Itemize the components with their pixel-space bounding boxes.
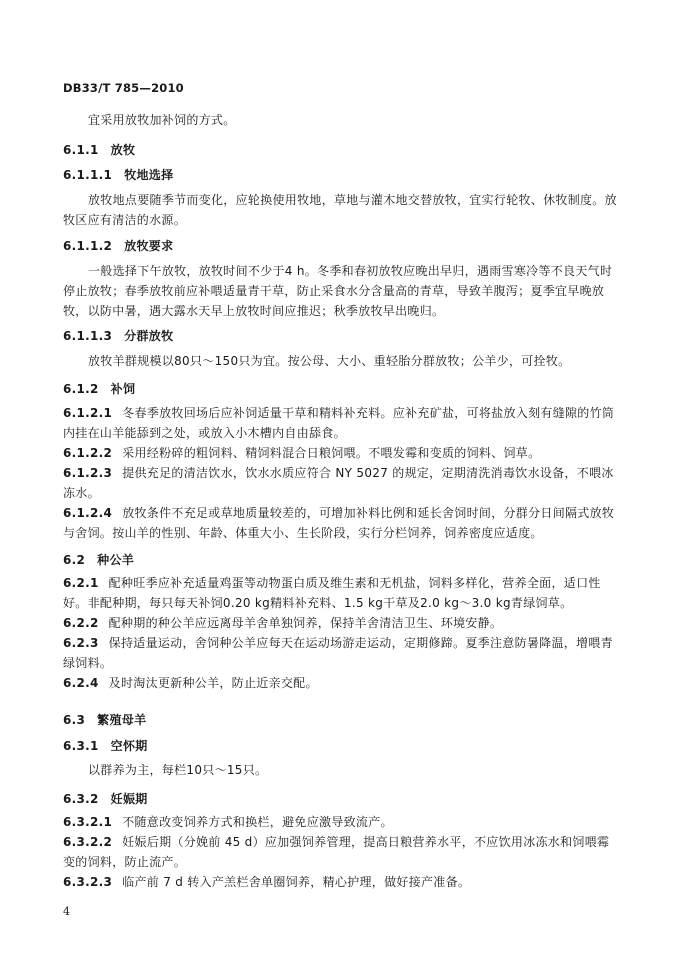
- section-number: 6.3.1: [63, 739, 99, 753]
- section-title: 放牧要求: [124, 239, 174, 253]
- paragraph-6-1-1-1: 放牧地点要随季节而变化，应轮换使用牧地，草地与灌木地交替放牧，宜实行轮牧、休牧制度。放牧区应有清洁的水源。: [63, 193, 617, 227]
- clause-number: 6.3.2.1: [63, 815, 113, 829]
- heading-6-3-1: [63, 737, 148, 754]
- heading-6-3-2: [63, 790, 148, 807]
- intro-paragraph: 宜采用放牧加补饲的方式。: [88, 113, 236, 127]
- section-number: 6.1.1.3: [63, 329, 113, 343]
- clause-number: 6.1.2.1: [63, 406, 113, 420]
- section-number: 6.2: [63, 553, 86, 567]
- section-title: 繁殖母羊: [97, 713, 147, 727]
- clause-text: 保持适量运动，舍饲种公羊应每天在运动场游走运动，定期修蹄。夏季注意防暑降温，增喂青绿饲料。: [63, 636, 613, 670]
- section-number: 6.3.2: [63, 792, 99, 806]
- clause-text: 配种旺季应补充适量鸡蛋等动物蛋白质及维生素和无机盐，饲料多样化，营养全面，适口性好。非配种期，每只每天补饲0.20 kg精料补充料、1.5 kg干草及2.0 kg～3.0 kg青绿饲草。: [63, 576, 601, 610]
- clause-text: 冬春季放牧回场后应补饲适量干草和精料补充料。应补充矿盐，可将盐放入刻有缝隙的竹筒内挂在山羊能舔到之处，或放入小木槽内自由舔食。: [63, 406, 615, 440]
- paragraph-6-3-1: 以群养为主，每栏10只～15只。: [88, 763, 268, 777]
- clause-number: 6.2.2: [63, 616, 99, 630]
- clause-number: 6.1.2.4: [63, 506, 113, 520]
- heading-6-1-1-1: [63, 166, 173, 183]
- clause-6-2-1: [63, 573, 618, 613]
- page-number: 4: [63, 905, 70, 918]
- section-title: 妊娠期: [110, 792, 148, 806]
- clause-number: 6.1.2.3: [63, 466, 113, 480]
- clause-number: 6.2.1: [63, 576, 99, 590]
- clause-text: 配种期的种公羊应远离母羊舍单独饲养，保持羊舍清洁卫生、环境安静。: [108, 616, 503, 630]
- clause-number: 6.2.4: [63, 676, 99, 690]
- heading-6-3: [63, 711, 146, 728]
- paragraph-6-1-1-2: 一般选择下午放牧，放牧时间不少于4 h。冬季和春初放牧应晚出早归，遇雨雪寒冷等不良天气时停止放牧；春季放牧前应补喂适量青干草，防止采食水分含量高的青草，导致羊腹泻；夏季宜早晚放牧，以防中暑，遇大露水天早上放牧时间应推迟；秋季放牧早出晚归。: [63, 264, 613, 318]
- clause-number: 6.1.2.2: [63, 446, 113, 460]
- section-title: 空怀期: [110, 739, 148, 753]
- heading-6-1-1: [63, 141, 135, 158]
- heading-6-2: [63, 551, 134, 568]
- clause-text: 不随意改变饲养方式和换栏，避免应激导致流产。: [122, 815, 393, 829]
- heading-6-1-1-2: [63, 237, 173, 254]
- clause-text: 妊娠后期（分娩前 45 d）应加强饲养管理，提高日粮营养水平，不应饮用冰冻水和饲喂霉变的饲料，防止流产。: [63, 835, 610, 869]
- section-title: 种公羊: [97, 553, 135, 567]
- heading-6-1-2: [63, 380, 135, 397]
- clause-6-1-2-1: [63, 403, 618, 443]
- clause-text: 临产前 7 d 转入产羔栏舍单圈饲养，精心护理，做好接产准备。: [122, 875, 471, 889]
- section-title: 牧地选择: [124, 168, 174, 182]
- standard-code: DB33/T 785—2010: [63, 81, 184, 95]
- heading-6-1-1-3: [63, 327, 173, 344]
- clause-number: 6.3.2.3: [63, 875, 113, 889]
- clause-6-1-2-2: [63, 443, 618, 463]
- clause-text: 放牧条件不充足或草地质量较差的，可增加补料比例和延长舍饲时间，分群分日间隔式放牧与舍饲。按山羊的性别、年龄、体重大小、生长阶段，实行分栏饲养，饲养密度应适度。: [63, 506, 615, 540]
- section-title: 补饲: [110, 382, 136, 396]
- clause-text: 及时淘汰更新种公羊，防止近亲交配。: [108, 676, 318, 690]
- section-title: 放牧: [110, 143, 136, 157]
- section-number: 6.3: [63, 713, 86, 727]
- section-number: 6.1.1.1: [63, 168, 113, 182]
- clause-6-2-4: [63, 673, 618, 693]
- clause-6-3-2-1: [63, 812, 618, 832]
- clause-6-2-2: [63, 613, 618, 633]
- section-title: 分群放牧: [124, 329, 174, 343]
- clause-text: 采用经粉碎的粗饲料、精饲料混合日粮饲喂。不喂发霉和变质的饲料、饲草。: [122, 446, 541, 460]
- clause-6-3-2-2: [63, 832, 618, 872]
- section-number: 6.1.1.2: [63, 239, 113, 253]
- clause-6-1-2-3: [63, 463, 618, 503]
- clause-6-3-2-3: [63, 872, 618, 892]
- section-number: 6.1.1: [63, 143, 99, 157]
- clause-6-2-3: [63, 633, 618, 673]
- clause-number: 6.3.2.2: [63, 835, 113, 849]
- clause-number: 6.2.3: [63, 636, 99, 650]
- clause-text: 提供充足的清洁饮水，饮水水质应符合 NY 5027 的规定，定期清洗消毒饮水设备，不喂冰冻水。: [63, 466, 614, 500]
- clause-6-1-2-4: [63, 503, 618, 543]
- section-number: 6.1.2: [63, 382, 99, 396]
- paragraph-6-1-1-3: 放牧羊群规模以80只～150只为宜。按公母、大小、重轻胎分群放牧；公羊少，可拴牧。: [88, 354, 571, 368]
